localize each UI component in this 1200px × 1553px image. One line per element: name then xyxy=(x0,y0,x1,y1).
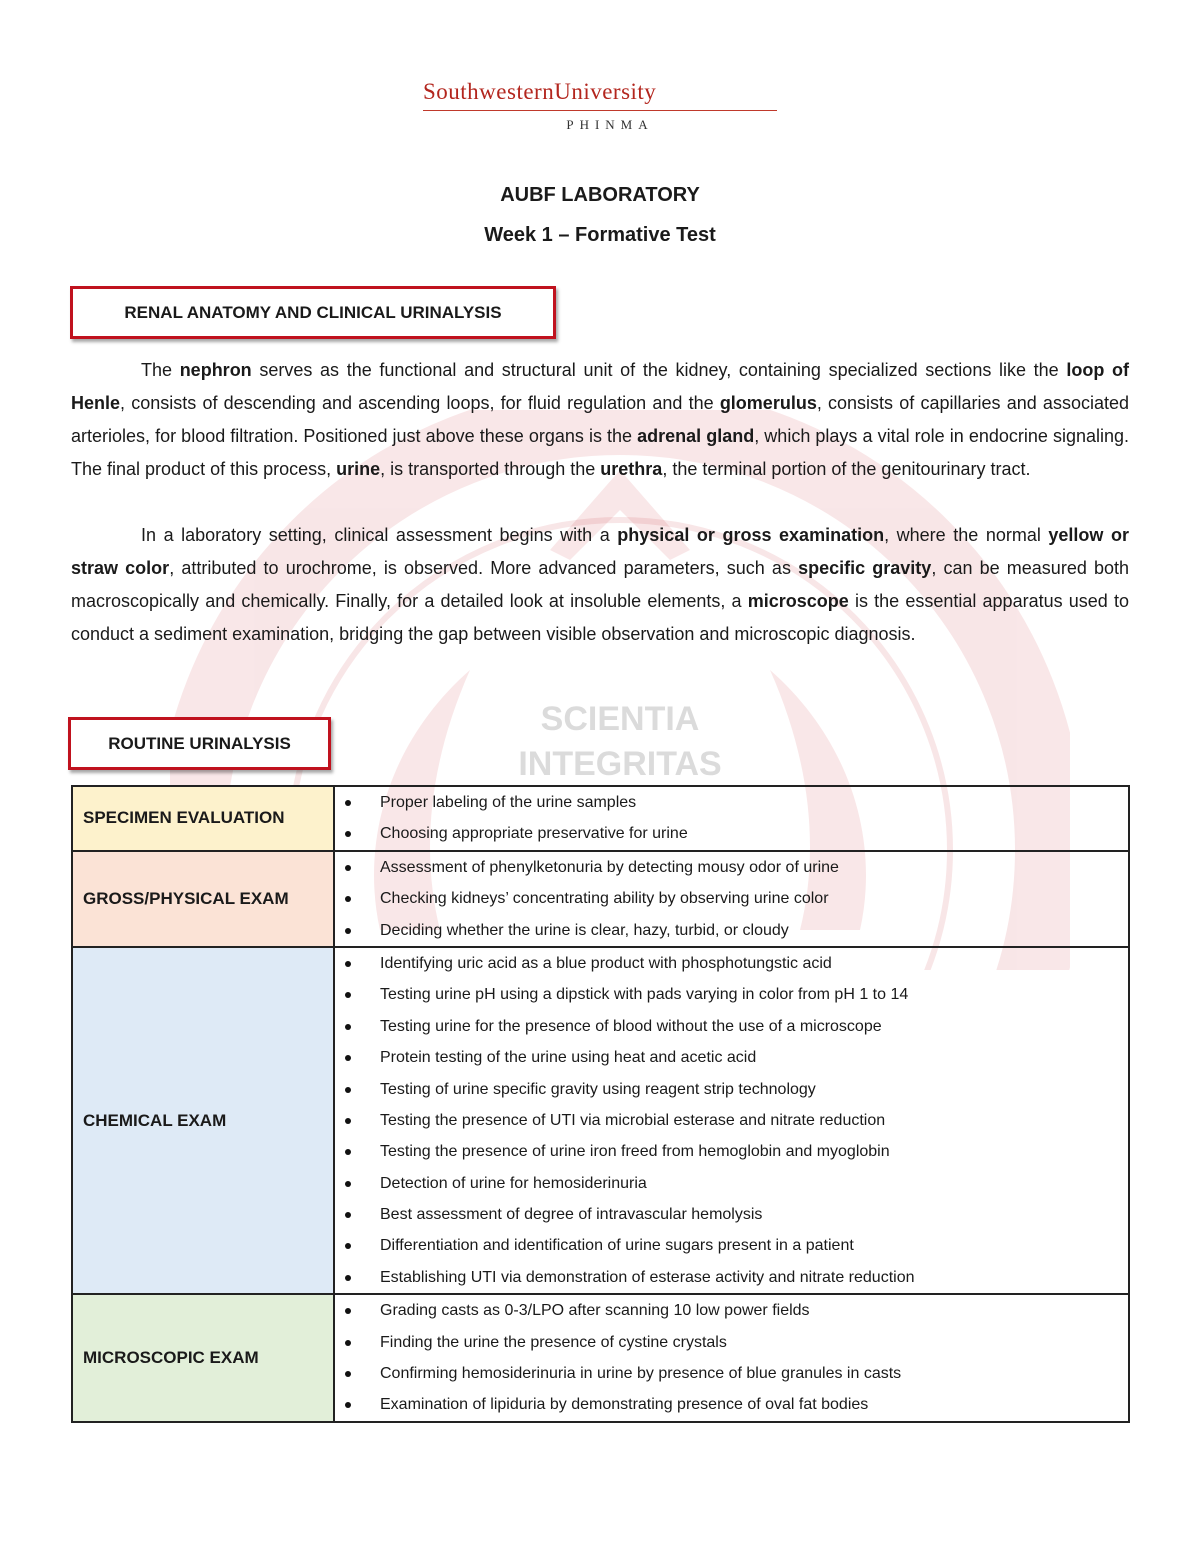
list-item: Examination of lipiduria by demonstrating presence of oval fat bodies xyxy=(335,1389,1128,1420)
items-cell xyxy=(334,1294,1129,1422)
list-item: Establishing UTI via demonstration of esterase activity and nitrate reduction xyxy=(335,1262,1128,1293)
text-run: serves as the functional and structural unit of the kidney, containing specialized sections like the xyxy=(251,360,1067,380)
bold-term: adrenal gland xyxy=(637,426,755,446)
watermark-motto-1: SCIENTIA xyxy=(540,700,700,738)
text-run: The xyxy=(141,360,180,380)
paragraph-clinical-assessment xyxy=(71,519,1129,651)
bold-term: specific gravity xyxy=(798,558,932,578)
bullet-list xyxy=(335,852,1128,946)
text-run: In a laboratory setting, clinical assessment begins with a xyxy=(141,525,618,545)
items-cell xyxy=(334,786,1129,851)
list-item: Testing urine for the presence of blood without the use of a microscope xyxy=(335,1011,1128,1042)
category-cell: CHEMICAL EXAM xyxy=(72,947,334,1294)
list-item: Finding the urine the presence of cystine crystals xyxy=(335,1327,1128,1358)
category-cell: SPECIMEN EVALUATION xyxy=(72,786,334,851)
text-run: , consists of capillaries and associated arterioles, for blood filtration. Positioned just above these organs is the xyxy=(71,393,1129,446)
bold-term: microscope xyxy=(747,591,849,611)
category-cell: MICROSCOPIC EXAM xyxy=(72,1294,334,1422)
text-run: , consists of descending and ascending loops, for fluid regulation and the xyxy=(120,393,720,413)
bullet-list xyxy=(335,948,1128,1293)
category-cell: GROSS/PHYSICAL EXAM xyxy=(72,851,334,947)
bullet-list xyxy=(335,787,1128,850)
list-item: Grading casts as 0-3/LPO after scanning 10 low power fields xyxy=(335,1295,1128,1326)
table-row xyxy=(72,786,1129,851)
logo-sub: PHINMA xyxy=(566,117,654,132)
bullet-list xyxy=(335,1295,1128,1421)
text-run: is the essential apparatus used to conduct a sediment examination, bridging the gap between visible observation and microscopic diagnosis. xyxy=(71,591,1129,644)
list-item: Testing urine pH using a dipstick with pads varying in color from pH 1 to 14 xyxy=(335,979,1128,1010)
list-item: Protein testing of the urine using heat and acetic acid xyxy=(335,1042,1128,1073)
document-title: AUBF LABORATORY xyxy=(500,184,700,206)
list-item: Deciding whether the urine is clear, hazy, turbid, or cloudy xyxy=(335,915,1128,946)
bold-term: glomerulus xyxy=(719,393,817,413)
list-item: Differentiation and identification of urine sugars present in a patient xyxy=(335,1230,1128,1261)
list-item: Best assessment of degree of intravascular hemolysis xyxy=(335,1199,1128,1230)
text-run: , can be measured both macroscopically and chemically. Finally, for a detailed look at insoluble elements, a xyxy=(71,558,1130,611)
list-item: Identifying uric acid as a blue product with phosphotungstic acid xyxy=(335,948,1128,979)
list-item: Assessment of phenylketonuria by detecting mousy odor of urine xyxy=(335,852,1128,883)
watermark-motto-2: INTEGRITAS xyxy=(518,745,722,783)
bold-term: nephron xyxy=(179,360,252,380)
list-item: Choosing appropriate preservative for urine xyxy=(335,818,1128,849)
bold-term: urethra xyxy=(600,459,663,479)
items-cell xyxy=(334,851,1129,947)
paragraph-renal-anatomy xyxy=(71,354,1129,486)
table-row xyxy=(72,1294,1129,1422)
list-item: Checking kidneys’ concentrating ability by observing urine color xyxy=(335,883,1128,914)
list-item: Testing the presence of urine iron freed from hemoglobin and myoglobin xyxy=(335,1136,1128,1167)
text-run: , is transported through the xyxy=(380,459,601,479)
logo-divider xyxy=(423,110,777,111)
items-cell xyxy=(334,947,1129,1294)
document-subtitle: Week 1 – Formative Test xyxy=(484,224,716,246)
bold-term: yellow or straw color xyxy=(71,525,1129,578)
routine-urinalysis-table xyxy=(71,785,1130,1423)
table-row xyxy=(72,851,1129,947)
university-logo xyxy=(423,78,777,133)
list-item: Testing of urine specific gravity using reagent strip technology xyxy=(335,1074,1128,1105)
list-item: Detection of urine for hemosiderinuria xyxy=(335,1168,1128,1199)
text-run: , which plays a vital role in endocrine signaling. The final product of this process, xyxy=(71,426,1130,479)
list-item: Proper labeling of the urine samples xyxy=(335,787,1128,818)
table-row xyxy=(72,947,1129,1294)
list-item: Confirming hemosiderinuria in urine by presence of blue granules in casts xyxy=(335,1358,1128,1389)
list-item: Testing the presence of UTI via microbial esterase and nitrate reduction xyxy=(335,1105,1128,1136)
logo-name: SouthwesternUniversity xyxy=(423,79,657,104)
text-run: , attributed to urochrome, is observed. More advanced parameters, such as xyxy=(169,558,799,578)
bold-term: physical or gross examination xyxy=(617,525,885,545)
section-heading-renal: RENAL ANATOMY AND CLINICAL URINALYSIS xyxy=(70,286,556,339)
text-run: , where the normal xyxy=(884,525,1049,545)
text-run: , the terminal portion of the genitourinary tract. xyxy=(662,459,1031,479)
bold-term: urine xyxy=(336,459,381,479)
bold-term: loop of Henle xyxy=(71,360,1129,413)
section-heading-routine: ROUTINE URINALYSIS xyxy=(68,717,331,770)
